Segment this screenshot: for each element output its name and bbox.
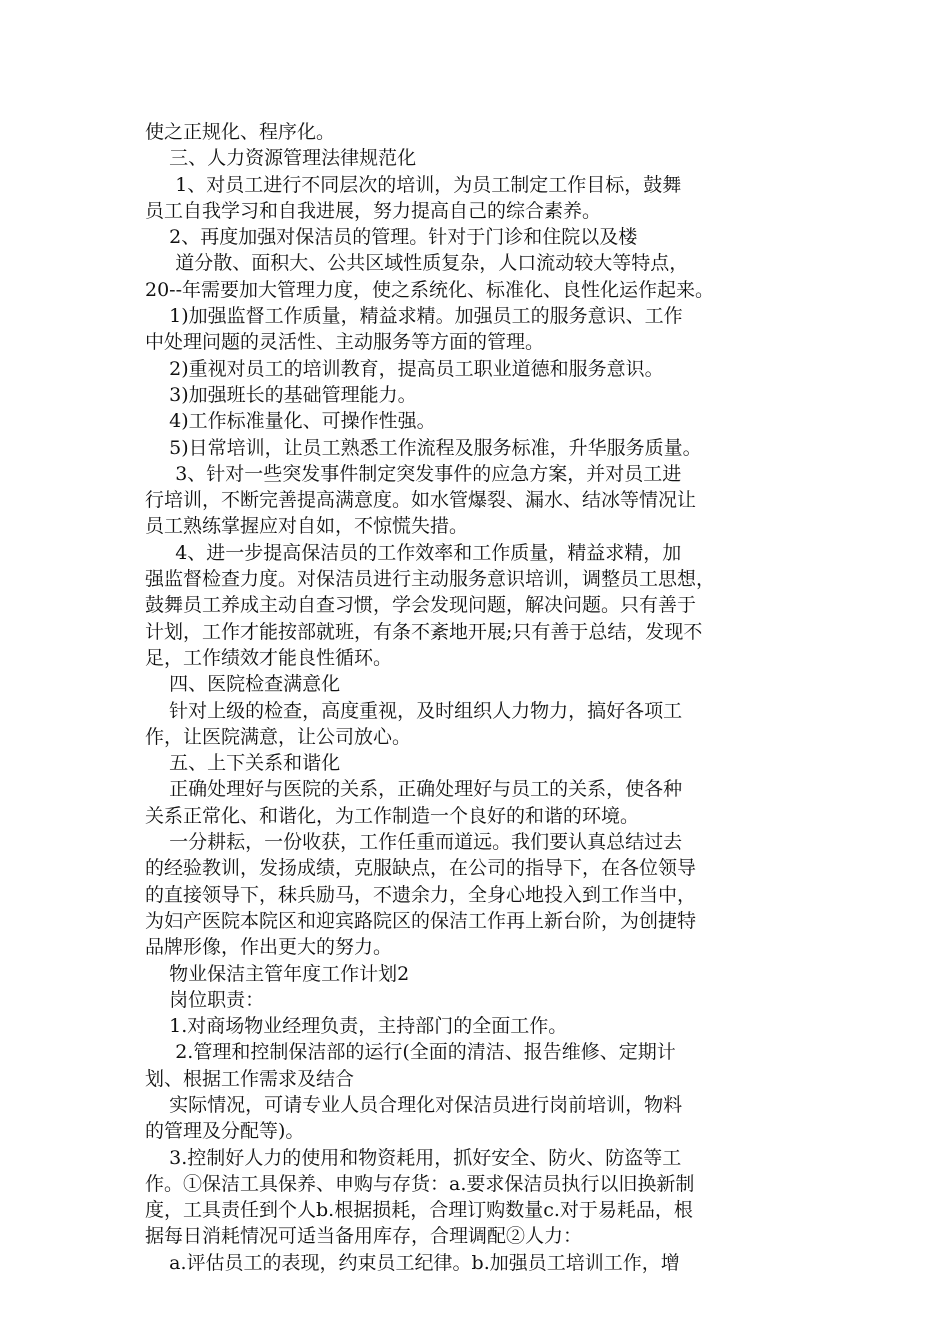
text-line: 中处理问题的灵活性、主动服务等方面的管理。 xyxy=(145,331,545,354)
text-line: 作。①保洁工具保养、申购与存货：a.要求保洁员执行以旧换新制 xyxy=(145,1172,695,1195)
text-line: 足，工作绩效才能良性循环。 xyxy=(145,646,393,669)
text-line: 4、进一步提高保洁员的工作效率和工作质量，精益求精，加 xyxy=(145,541,682,564)
text-line: 20--年需要加大管理力度，使之系统化、标准化、良性化运作起来。 xyxy=(145,278,715,301)
text-line: 度，工具责任到个人b.根据损耗，合理订购数量c.对于易耗品，根 xyxy=(145,1199,693,1222)
text-line: 的直接领导下，秣兵励马，不遗余力，全身心地投入到工作当中， xyxy=(145,883,697,906)
text-line: 1)加强监督工作质量，精益求精。加强员工的服务意识、工作 xyxy=(145,305,683,328)
text-line: a.评估员工的表现，约束员工纪律。b.加强员工培训工作，增 xyxy=(145,1251,680,1274)
text-line: 2、再度加强对保洁员的管理。针对于门诊和住院以及楼 xyxy=(145,226,638,249)
text-line: 员工自我学习和自我进展，努力提高自己的综合素养。 xyxy=(145,199,602,222)
text-line: 5)日常培训，让员工熟悉工作流程及服务标准，升华服务质量。 xyxy=(145,436,702,459)
text-line: 3、针对一些突发事件制定突发事件的应急方案，并对员工进 xyxy=(145,462,682,485)
text-line: 划、根据工作需求及结合 xyxy=(145,1067,355,1090)
text-line: 鼓舞员工养成主动自查习惯，学会发现问题，解决问题。只有善于 xyxy=(145,594,697,617)
text-line: 行培训，不断完善提高满意度。如水管爆裂、漏水、结冰等情况让 xyxy=(145,489,697,512)
text-line: 作，让医院满意，让公司放心。 xyxy=(145,725,412,748)
text-line: 五、上下关系和谐化 xyxy=(145,752,341,775)
text-line: 品牌形像，作出更大的努力。 xyxy=(145,936,393,959)
text-line: 岗位职责： xyxy=(145,988,265,1011)
text-line: 为妇产医院本院区和迎宾路院区的保洁工作再上新台阶，为创捷特 xyxy=(145,909,697,932)
text-line: 3)加强班长的基础管理能力。 xyxy=(145,383,417,406)
text-line: 的经验教训，发扬成绩，克服缺点，在公司的指导下，在各位领导 xyxy=(145,857,697,880)
text-line: 强监督检查力度。对保洁员进行主动服务意识培训，调整员工思想， xyxy=(145,568,716,591)
text-line: 实际情况，可请专业人员合理化对保洁员进行岗前培训，物料 xyxy=(145,1093,683,1116)
text-line: 关系正常化、和谐化，为工作制造一个良好的和谐的环境。 xyxy=(145,804,640,827)
text-line: 的管理及分配等)。 xyxy=(145,1120,305,1143)
text-line: 员工熟练掌握应对自如，不惊慌失措。 xyxy=(145,515,469,538)
text-line: 道分散、面积大、公共区域性质复杂，人口流动较大等特点， xyxy=(145,252,689,275)
text-line: 三、人力资源管理法律规范化 xyxy=(145,147,417,170)
text-line: 正确处理好与医院的关系，正确处理好与员工的关系，使各种 xyxy=(145,778,683,801)
text-line: 一分耕耘，一份收获，工作任重而道远。我们要认真总结过去 xyxy=(145,831,683,854)
text-line: 针对上级的检查，高度重视，及时组织人力物力，搞好各项工 xyxy=(145,699,683,722)
text-line: 1、对员工进行不同层次的培训，为员工制定工作目标，鼓舞 xyxy=(145,173,682,196)
text-line: 计划，工作才能按部就班，有条不紊地开展;只有善于总结，发现不 xyxy=(145,620,703,643)
text-line: 2.管理和控制保洁部的运行(全面的清洁、报告维修、定期计 xyxy=(145,1041,676,1064)
text-line: 3.控制好人力的使用和物资耗用，抓好安全、防火、防盗等工 xyxy=(145,1146,682,1169)
text-line: 四、医院检查满意化 xyxy=(145,673,341,696)
text-line: 2)重视对员工的培训教育，提高员工职业道德和服务意识。 xyxy=(145,357,664,380)
text-line: 物业保洁主管年度工作计划2 xyxy=(145,962,410,985)
text-line: 1.对商场物业经理负责，主持部门的全面工作。 xyxy=(145,1015,568,1038)
text-line: 4)工作标准量化、可操作性强。 xyxy=(145,410,436,433)
document-body xyxy=(145,119,815,1276)
text-line: 据每日消耗情况可适当备用库存，合理调配②人力： xyxy=(145,1225,583,1248)
text-line: 使之正规化、程序化。 xyxy=(145,121,336,143)
